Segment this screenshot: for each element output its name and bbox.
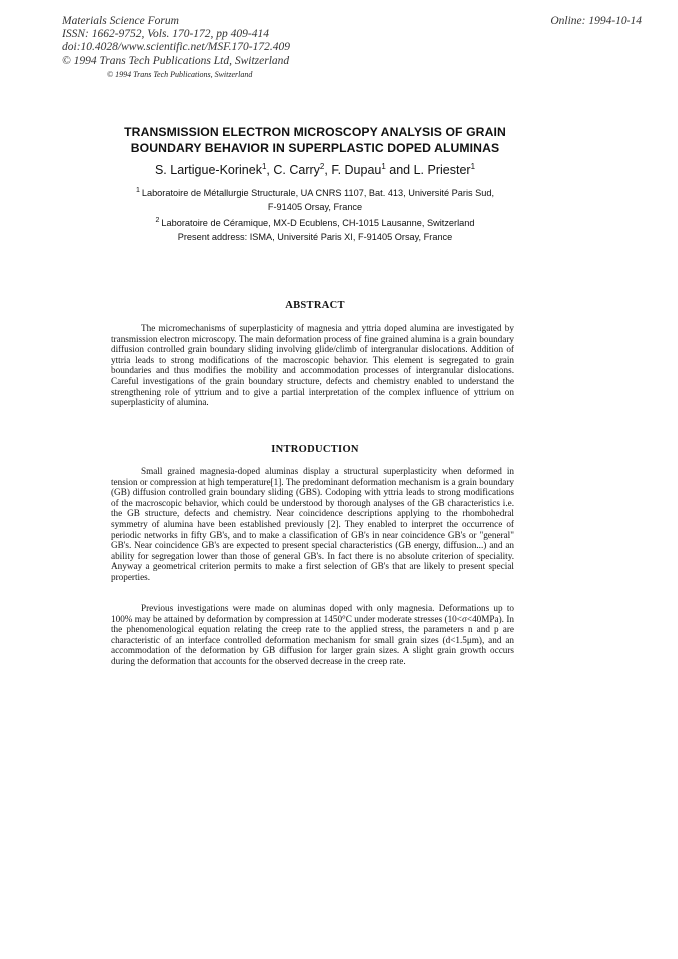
copyright-line: © 1994 Trans Tech Publications Ltd, Switzerland — [62, 54, 290, 67]
affiliation-mark: 2 — [155, 217, 160, 224]
abstract-text: The micromechanisms of superplasticity of magnesia and yttria doped alumina are investigated by transmission electron microscopy. The main deformation process of fine grained alumina is a grain boundary diffusion controlled grain boundary sliding involving glide/climb of intergranular dislocations. Addition of yttria leads to strong modifications of the macroscopic behavior. This element is segregated to grain boundaries and thus modifies the mobility and accommodation processes of intergranular dislocations. Careful investigations of the grain boundary structure, defects and chemistry enabled to understand the strengthening role of yttrium and to give a partial interpretation of the complex influence of yttrium on superplasticity of alumina. — [111, 323, 514, 408]
author-affiliation-mark: 1 — [381, 161, 386, 171]
issn-line: ISSN: 1662-9752, Vols. 170-172, pp 409-414 — [62, 28, 269, 41]
author-affiliation-mark: 2 — [319, 161, 325, 171]
publisher-stamp: © 1994 Trans Tech Publications, Switzerland — [107, 70, 253, 79]
introduction-heading: INTRODUCTION — [271, 444, 359, 455]
affiliation-line: Present address: ISMA, Université Paris XI, F-91405 Orsay, France — [177, 232, 453, 243]
online-date: Online: 1994-10-14 — [550, 15, 642, 27]
author-separator: and — [385, 163, 414, 177]
paper-title — [100, 124, 530, 156]
affiliation-line: Laboratoire de Métallurgie Structurale, UA CNRS 1107, Bat. 413, Université Paris Sud, — [141, 188, 495, 198]
author-separator: , — [324, 163, 332, 177]
author-name: L. Priester — [413, 163, 471, 177]
author-name: F. Dupau — [331, 163, 382, 177]
title-line-2: BOUNDARY BEHAVIOR IN SUPERPLASTIC DOPED ALUMINAS — [130, 141, 500, 155]
affiliation-line: F-91405 Orsay, France — [267, 202, 363, 213]
author-separator: , — [266, 163, 274, 177]
author-affiliation-mark: 1 — [470, 161, 476, 171]
doi-line[interactable]: doi:10.4028/www.scientific.net/MSF.170-172.409 — [62, 41, 290, 54]
author-affiliation-mark: 1 — [261, 161, 267, 171]
introduction-paragraph-1: Small grained magnesia-doped aluminas display a structural superplasticity when deformed in tension or compression at high temperature[1]. The predominant deformation mechanism is a grain boundary (GB) diffusion controlled grain boundary sliding (GBS). Codoping with yttria leads to strong modifications of the macroscopic behavior, which could be understood by thorough analyses of the GB characteristics i.e. the GB structure, defects and chemistry. Near coincidence descriptions applying to the rhombohedral symmetry of alumina have been established previously [2]. They enabled to interpret the occurrence of periodic networks in fifty GB's, and to make a classification of GB's in near coincidence GB's or "general" GB's. Near coincidence GB's are expected to present special characteristics (GB energy, diffusion...) and an ability for segregation lower than those of general GB's. In fact there is no absolute criterion of speciality. Anyway a geometrical criterion permits to make a first selection of GB's that are likely to present special properties. — [111, 466, 514, 582]
introduction-paragraph-2: Previous investigations were made on aluminas doped with only magnesia. Deformations up to 100% may be attained by deformation by compression at 1450°C under moderate stresses (10<σ<40MPa). In the phenomenological equation relating the creep rate to the applied stress, the parameters n and p are characteristic of an interface controlled deformation mechanism for small grain sizes (d<1.5μm), and an accommodation of the deformation by GB diffusion for larger grain sizes. A slight grain growth occurs during the deformation that accounts for the observed decrease in the creep rate. — [111, 603, 514, 666]
journal-header — [62, 15, 290, 68]
affiliation-line: Laboratoire de Céramique, MX-D Ecublens, CH-1015 Lausanne, Switzerland — [161, 218, 475, 228]
title-line-1: TRANSMISSION ELECTRON MICROSCOPY ANALYSIS OF GRAIN — [124, 125, 506, 139]
author-name: S. Lartigue-Korinek — [154, 163, 262, 177]
author-list — [100, 163, 530, 177]
journal-name: Materials Science Forum — [62, 15, 179, 27]
author-name: C. Carry — [273, 163, 320, 177]
abstract-heading: ABSTRACT — [285, 300, 345, 311]
affiliation-2 — [100, 217, 530, 243]
affiliation-1 — [100, 187, 530, 213]
affiliation-mark: 1 — [135, 187, 140, 194]
